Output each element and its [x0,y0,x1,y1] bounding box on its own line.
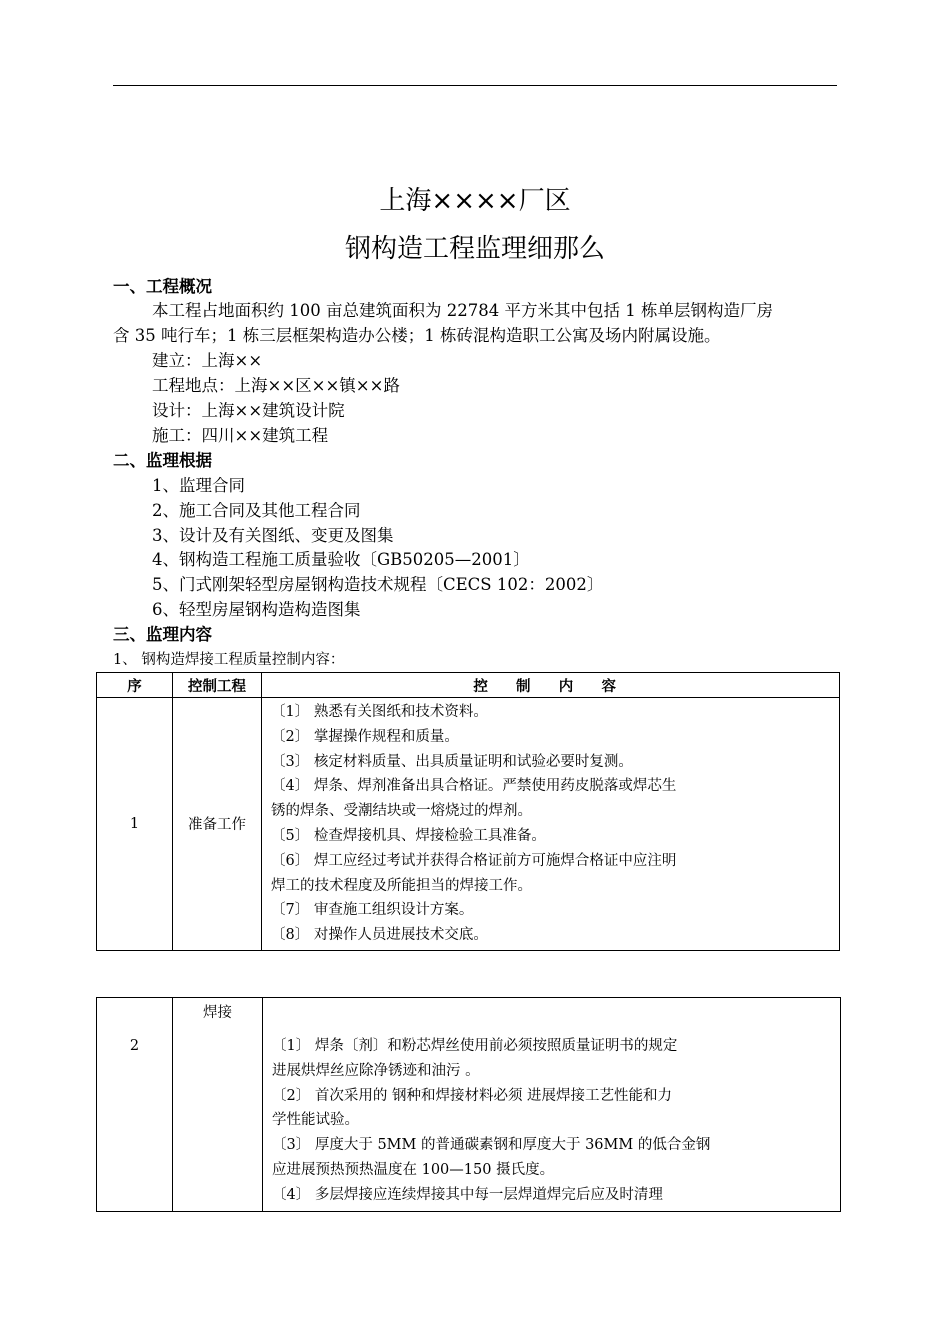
content-line: 〔3〕 核定材料质量、出具质量证明和试验必要时复测。 [271,753,633,770]
header-rule [113,85,837,86]
basis-item: 2、施工合同及其他工程合同 [152,501,361,520]
section2-heading: 二、监理根据 [113,451,212,470]
row-content [263,998,841,1212]
basis-item: 6、轻型房屋钢构造构造图集 [152,600,361,619]
owner-line: 建立：上海×× [152,351,263,370]
content-line: 焊工的技术程度及所能担当的焊接工作。 [271,877,532,894]
row-content [262,698,840,951]
table-row [97,698,840,951]
content-line: 学性能试验。 [272,1112,359,1129]
content-line: 〔4〕 焊条、焊剂准备出具合格证。严禁使用药皮脱落或焊芯生 [271,778,677,795]
section1-heading: 一、工程概况 [113,277,212,296]
content-line: 〔1〕 熟悉有关图纸和技术资料。 [271,704,488,720]
table-row [97,998,841,1212]
table-header-row [97,673,840,698]
content-line: 〔3〕 厚度大于 5MM 的普通碳素钢和厚度大于 36MM 的低合金钢 [272,1137,711,1154]
basis-item: 1、监理合同 [152,476,245,495]
welding-control-table-2 [96,997,841,1212]
basis-item: 5、门式刚架轻型房屋钢构造技术规程〔CECS 102：2002〕 [152,575,604,594]
content-line: 〔4〕 多层焊接应连续焊接其中每一层焊道焊完后应及时清理 [272,1186,663,1203]
welding-control-table-1 [96,672,840,951]
content-line: 〔5〕 检查焊接机具、焊接检验工具准备。 [271,827,546,844]
basis-item: 4、钢构造工程施工质量验收〔GB50205—2001〕 [152,550,530,569]
content-line: 〔8〕 对操作人员进展技术交底。 [271,927,488,944]
section3-heading: 三、监理内容 [113,625,212,644]
construction-line: 施工：四川××建筑工程 [152,426,329,445]
section3-subheading: 1、 钢构造焊接工程质量控制内容： [113,652,345,668]
content-line: 〔1〕 焊条〔剂〕和粉芯焊丝使用前必须按照质量证明书的规定 [272,1038,678,1054]
content-line: 进展烘焊丝应除净锈迹和油污 。 [272,1062,480,1079]
overview-para-line2: 含 35 吨行车；1 栋三层框架构造办公楼；1 栋砖混构造职工公寓及场内附属设施。 [113,326,721,345]
content-line: 〔2〕 首次采用的 钢种和焊接材料必须 进展焊接工艺性能和力 [272,1087,673,1104]
basis-item: 3、设计及有关图纸、变更及图集 [152,526,394,545]
content-line: 〔6〕 焊工应经过考试并获得合格证前方可施焊合格证中应注明 [271,852,677,869]
col-header-content: 控 制 内 容 [262,673,840,698]
document-title-line2: 钢构造工程监理细那么 [344,234,605,264]
design-line: 设计：上海××建筑设计院 [152,401,345,420]
location-line: 工程地点：上海××区××镇××路 [152,376,400,395]
document-title-line1: 上海××××厂区 [379,186,571,216]
content-line: 〔2〕 掌握操作规程和质量。 [271,728,459,745]
overview-para-line1: 本工程占地面积约 100 亩总建筑面积为 22784 平方米其中包括 1 栋单层钢构造厂房 [152,301,773,320]
col-header-item: 控制工程 [173,673,262,698]
content-line: 应进展预热预热温度在 100—150 摄氏度。 [272,1161,555,1178]
row-number: 1 [97,698,173,951]
row-item: 焊接 [173,998,263,1212]
col-header-num: 序 [97,673,173,698]
content-line: 〔7〕 审查施工组织设计方案。 [271,902,474,919]
row-item: 准备工作 [173,698,262,951]
row-number: 2 [97,998,173,1212]
content-line: 锈的焊条、受潮结块或一熔烧过的焊剂。 [271,803,532,820]
